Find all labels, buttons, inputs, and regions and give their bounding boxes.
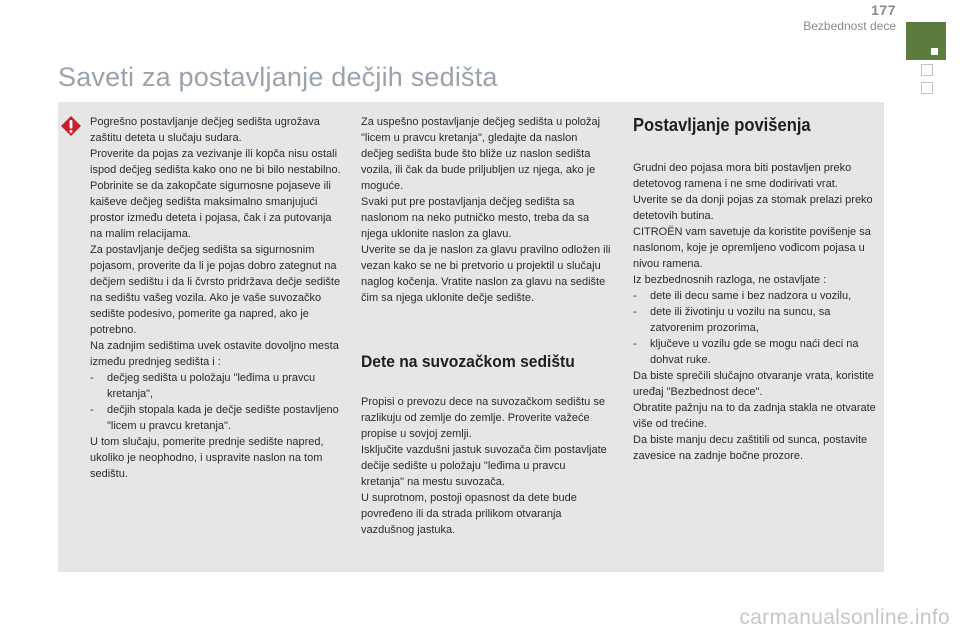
list-item: - dete ili decu same i bez nadzora u vozilu,	[633, 288, 883, 304]
page-number: 177	[871, 2, 896, 18]
list-item: - ključeve u vozilu gde se mogu naći deci na dohvat ruke.	[633, 336, 883, 368]
column-middle	[361, 114, 611, 538]
paragraph: Iz bezbednosnih razloga, ne ostavljate :	[633, 274, 827, 286]
paragraph: Pogrešno postavljanje dečjeg sedišta ugrožava zaštitu deteta u slučaju sudara.	[90, 116, 320, 144]
paragraph: Da biste sprečili slučajno otvaranje vrata, koristite uređaj "Bezbednost dece".	[633, 370, 874, 398]
paragraph: U suprotnom, postoji opasnost da dete bude povređeno ili da strada prilikom otvaranja vazdušnog jastuka.	[361, 492, 577, 536]
bullet-list	[90, 370, 345, 434]
subheading-front-seat: Dete na suvozačkom sedištu	[361, 352, 575, 371]
paragraph: Svaki put pre postavljanja dečjeg sedišta sa naslonom na neko putničko mesto, treba da sa njega uklonite naslon za glavu.	[361, 196, 590, 240]
warning-exclamation-icon	[60, 115, 82, 137]
paragraph: Na zadnjim sedištima uvek ostavite dovoljno mesta između prednjeg sedišta i :	[90, 340, 339, 368]
paragraph: Isključite vazdušni jastuk suvozača čim postavljate dečije sedište u položaju "leđima u pravcu kretanja" na mestu suvozača.	[361, 444, 607, 488]
paragraph: Uverite se da donji pojas za stomak prelazi preko detetovih butina.	[633, 194, 873, 222]
list-item: - dečjih stopala kada je dečje sedište postavljeno "licem u pravcu kretanja".	[90, 402, 345, 434]
paragraph: Za uspešno postavljanje dečjeg sedišta u položaj "licem u pravcu kretanja", gledajte da naslon dečjeg sedišta bude što bliže uz naslon sedišta vozila, ili čak da bude priljubljen uz njega, ako je moguće.	[361, 116, 601, 192]
subheading-booster: Postavljanje povišenja	[633, 115, 811, 135]
list-item: - dečjeg sedišta u položaju "leđima u pravcu kretanja",	[90, 370, 345, 402]
paragraph: Pobrinite se da zakopčate sigurnosne pojaseve ili kaiševe dečjeg sedišta maksimalno smanjujući prostor između deteta i pojasa, čak i za putovanja na malim relacijama.	[90, 180, 332, 240]
bullet-list	[633, 288, 883, 368]
page-title: Saveti za postavljanje dečjih sedišta	[58, 62, 498, 92]
paragraph: Uverite se da je naslon za glavu pravilno odložen ili vezan kako se ne bi pretvorio u projektil u slučaju naglog kočenja. Vratite naslon za glavu na sedište čim sa njega uklonite dečje sedište.	[361, 244, 611, 304]
paragraph: Grudni deo pojasa mora biti postavljen preko detetovog ramena i ne sme dodirivati vrat.	[633, 162, 852, 190]
section-name: Bezbednost dece	[803, 19, 896, 33]
paragraph: Obratite pažnju na to da zadnja stakla ne otvarate više od trećine.	[633, 402, 876, 430]
paragraph: Propisi o prevozu dece na suvozačkom sedištu se razlikuju od zemlje do zemlje. Proverite važeće propise u sovjoj zemlji.	[361, 396, 605, 440]
column-left	[90, 114, 345, 482]
nav-square-1	[921, 64, 933, 76]
paragraph: U tom slučaju, pomerite prednje sedište napred, ukoliko je neophodno, i uspravite naslon na tom sedištu.	[90, 436, 324, 480]
paragraph: Za postavljanje dečjeg sedišta sa sigurnosnim pojasom, proverite da li je pojas dobro zategnut na dečjem sedištu i da li čvrsto pridržava dečje sedište na sedištu vašeg vozila. Ako je vaše suvozačko sedište podesivo, pomerite ga napred, ako je potrebno.	[90, 244, 341, 336]
section-tab	[906, 22, 946, 60]
section-tab-marker	[931, 48, 938, 55]
column-right	[633, 114, 883, 464]
paragraph: CITROËN vam savetuje da koristite povišenje sa naslonom, koje je opremljeno vođicom pojasa u nivou ramena.	[633, 226, 871, 270]
paragraph: Proverite da pojas za vezivanje ili kopča nisu ostali ispod dečjeg sedišta kako ono ne bi bilo nestabilno.	[90, 148, 341, 176]
nav-square-2	[921, 82, 933, 94]
watermark: carmanualsonline.info	[739, 606, 950, 629]
list-item: - dete ili životinju u vozilu na suncu, sa zatvorenim prozorima,	[633, 304, 883, 336]
paragraph: Da biste manju decu zaštitili od sunca, postavite zavesice na zadnje bočne prozore.	[633, 434, 868, 462]
